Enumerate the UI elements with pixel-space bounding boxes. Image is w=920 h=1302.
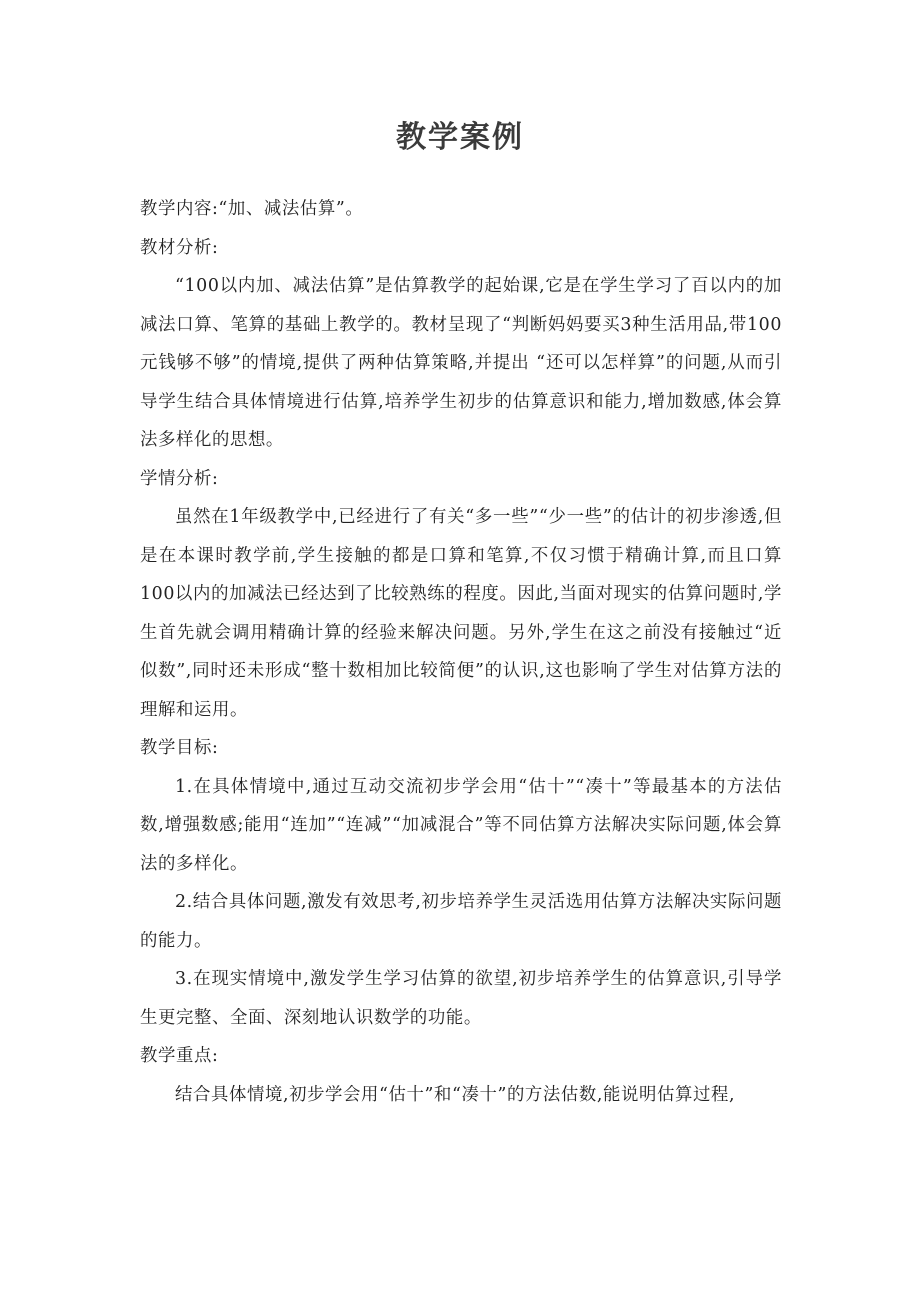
document-title: 教学案例 <box>396 120 524 155</box>
student-heading: 学情分析: <box>140 468 219 489</box>
goal-item-1: 1.在具体情境中,通过互动交流初步学会用“估十”“凑十”等最基本的方法估数,增强数感;能用“连加”“连减”“加减混合”等不同估算方法解决实际问题,体会算法的多样化。 <box>140 776 782 874</box>
content-line: 教学内容:“加、减法估算”。 <box>140 199 364 219</box>
key-heading: 教学重点: <box>140 1046 219 1066</box>
material-paragraph: “100以内加、减法估算”是估算教学的起始课,它是在学生学习了百以内的加减法口算、笔算的基础上教学的。教材呈现了“判断妈妈要买3种生活用品,带100元钱够不够”的情境,提供了两种估算策略,并提出 “还可以怎样算”的问题,从而引导学生结合具体情境进行估算,培养学生初步的估算意识和能力,增加数感,体会算法多样化的思想。 <box>140 276 782 450</box>
goal-item-2: 2.结合具体问题,激发有效思考,初步培养学生灵活选用估算方法解决实际问题的能力。 <box>140 892 782 951</box>
material-heading: 教材分析: <box>140 237 219 258</box>
key-paragraph: 结合具体情境,初步学会用“估十”和“凑十”的方法估数,能说明估算过程, <box>175 1084 736 1105</box>
document-body <box>140 190 782 1114</box>
student-paragraph: 虽然在1年级教学中,已经进行了有关“多一些”“少一些”的估计的初步渗透,但是在本课时教学前,学生接触的都是口算和笔算,不仅习惯于精确计算,而且口算100以内的加减法已经达到了比较熟练的程度。因此,当面对现实的估算问题时,学生首先就会调用精确计算的经验来解决问题。另外,学生在这之前没有接触过“近似数”,同时还未形成“整十数相加比较简便”的认识,这也影响了学生对估算方法的理解和运用。 <box>140 507 782 720</box>
goals-heading: 教学目标: <box>140 738 219 758</box>
goal-item-3: 3.在现实情境中,激发学生学习估算的欲望,初步培养学生的估算意识,引导学生更完整、全面、深刻地认识数学的功能。 <box>140 969 782 1028</box>
